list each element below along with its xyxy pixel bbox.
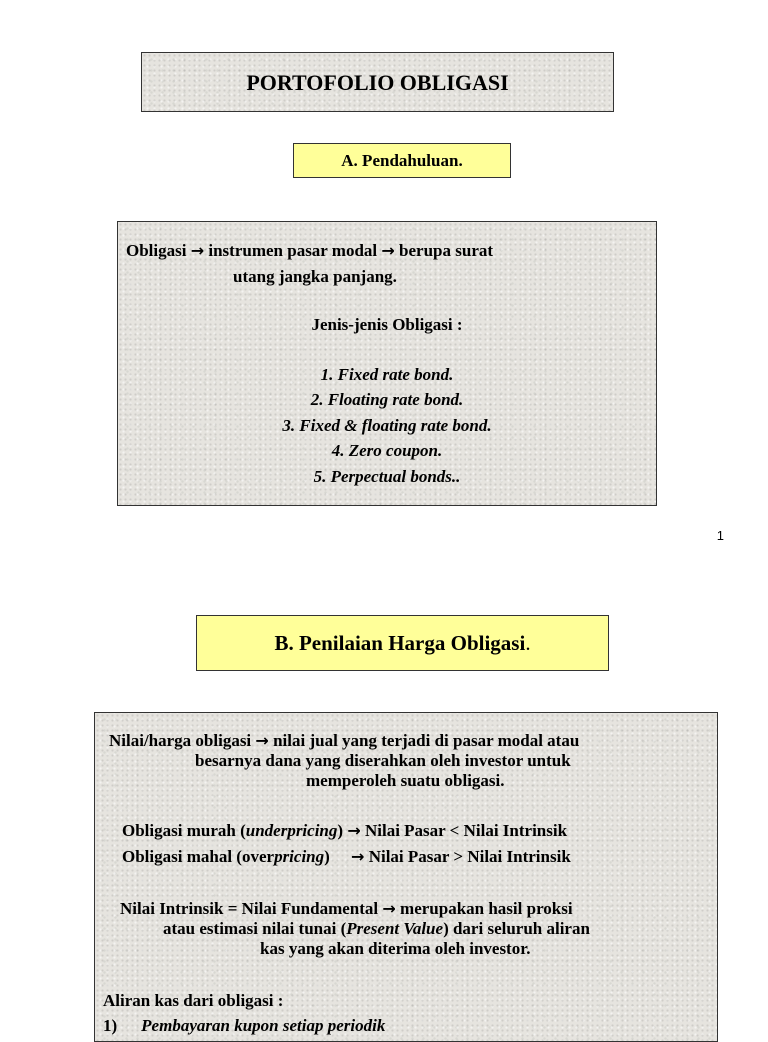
arrow-icon: → xyxy=(381,241,395,260)
definition-box xyxy=(117,221,657,506)
arrow-icon: → xyxy=(190,241,205,260)
types-heading: Jenis-jenis Obligasi : xyxy=(311,315,463,334)
definition-line-1: Obligasi → instrumen pasar modal → berupa surat xyxy=(126,241,494,260)
type-item-1: 1. Fixed rate bond. xyxy=(320,365,454,384)
valuation-box xyxy=(94,712,718,1042)
cash-flow-heading: Aliran kas dari obligasi : xyxy=(103,991,284,1010)
type-item-3: 3. Fixed & floating rate bond. xyxy=(282,416,492,435)
paragraph-3-line-2: atau estimasi nilai tunai (Present Value) dari seluruh aliran xyxy=(163,919,590,938)
definition-line-2: utang jangka panjang. xyxy=(233,267,397,286)
section-b-heading: B. Penilaian Harga Obligasi. xyxy=(196,615,609,671)
arrow-icon: → xyxy=(347,821,361,840)
type-item-4: 4. Zero coupon. xyxy=(331,441,443,460)
paragraph-1-line-2: besarnya dana yang diserahkan oleh investor untuk xyxy=(195,751,571,770)
arrow-icon: → xyxy=(255,731,269,750)
paragraph-3-line-3: kas yang akan diterima oleh investor. xyxy=(260,939,531,958)
paragraph-1-line-3: memperoleh suatu obligasi. xyxy=(306,771,505,790)
page-number: 1 xyxy=(716,528,724,543)
cash-flow-item-1: 1) Pembayaran kupon setiap periodik xyxy=(103,1016,386,1035)
arrow-icon: → xyxy=(351,847,365,866)
paragraph-1-line-1: Nilai/harga obligasi → nilai jual yang terjadi di pasar modal atau xyxy=(109,731,580,750)
type-item-2: 2. Floating rate bond. xyxy=(310,390,464,409)
page-title: PORTOFOLIO OBLIGASI xyxy=(246,70,509,95)
arrow-icon: → xyxy=(382,899,396,918)
paragraph-3-line-1: Nilai Intrinsik = Nilai Fundamental → merupakan hasil proksi xyxy=(120,899,573,918)
title-box xyxy=(141,52,614,112)
underpricing-line: Obligasi murah (underpricing) → Nilai Pasar < Nilai Intrinsik xyxy=(122,821,568,840)
section-a-heading: A. Pendahuluan. xyxy=(293,143,511,178)
overpricing-line: Obligasi mahal (overpricing) → Nilai Pasar > Nilai Intrinsik xyxy=(122,847,571,866)
type-item-5: 5. Perpectual bonds.. xyxy=(313,467,461,486)
